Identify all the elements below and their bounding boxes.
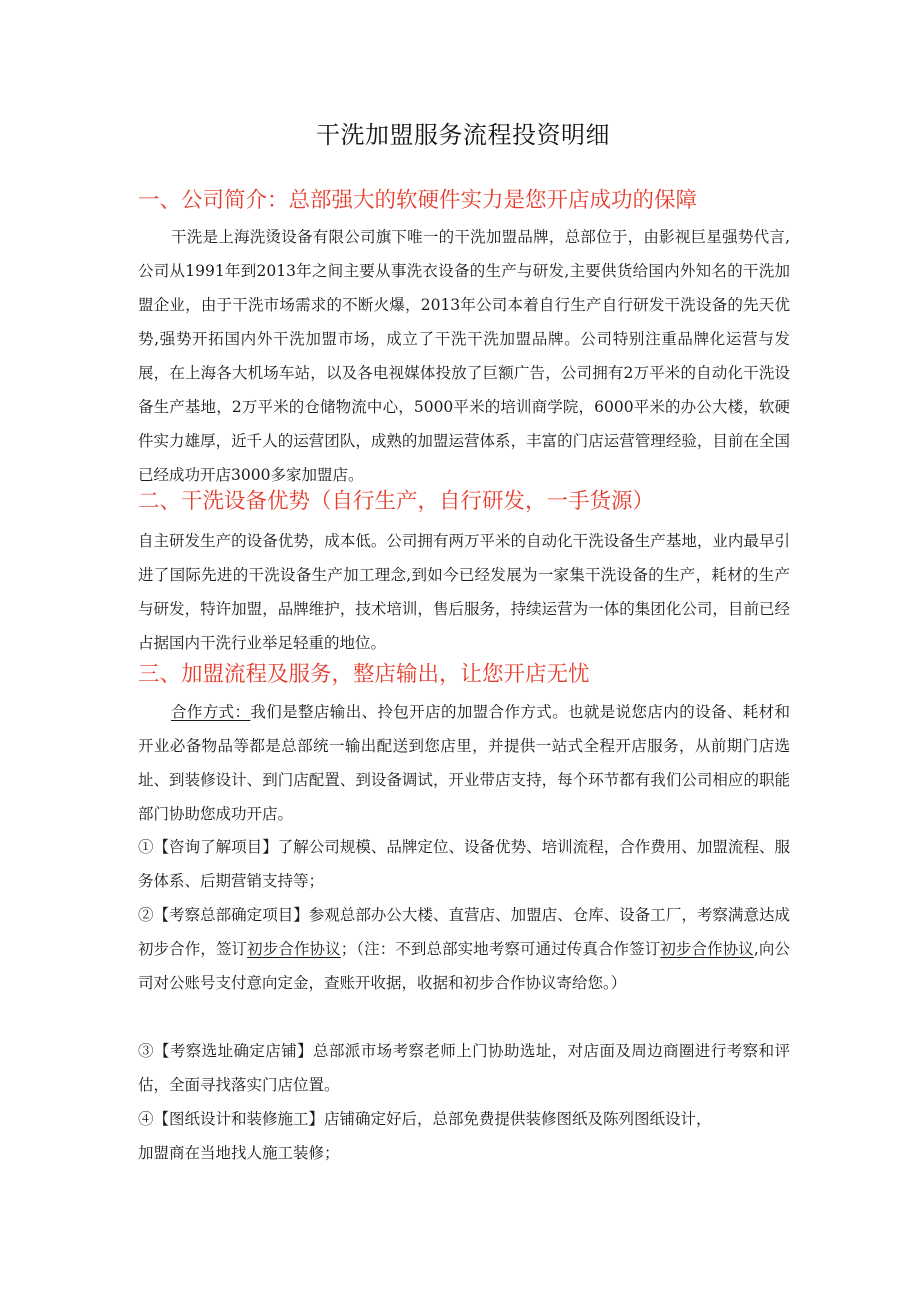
section-2-heading: 二、干洗设备优势（自行生产，自行研发，一手货源）	[138, 489, 655, 514]
step-2-text-b: ；（注：不到总部实地考察可通过传真合作签订	[340, 940, 661, 958]
step-4-line-2: 加盟商在当地找人施工装修；	[138, 1144, 340, 1162]
section-3-heading: 三、加盟流程及服务，整店输出，让您开店无忧	[138, 662, 590, 687]
step-1-consult: ①【咨询了解项目】了解公司规模、品牌定位、设备优势、培训流程，合作费用、加盟流程、服务体系、后期营销支持等；	[138, 838, 790, 890]
step-4-line-1: ④【图纸设计和装修施工】店铺确定好后，总部免费提供装修图纸及陈列图纸设计，	[138, 1110, 712, 1128]
section-1-heading: 一、公司简介：总部强大的软硬件实力是您开店成功的保障	[138, 188, 698, 213]
cooperation-paragraph	[138, 695, 790, 831]
section-2-body: 自主研发生产的设备优势，成本低。公司拥有两万平米的自动化干洗设备生产基地，业内最早引进了国际先进的干洗设备生产加工理念,到如今已经发展为一家集干洗设备的生产，耗材的生产与研发，特许加盟，品牌维护，技术培训，售后服务，持续运营为一体的集团化公司，目前已经占据国内干洗行业举足轻重的地位。	[138, 532, 790, 652]
section-1-body: 干洗是上海洗烫设备有限公司旗下唯一的干洗加盟品牌，总部位于，由影视巨星强势代言,公司从1991年到2013年之间主要从事洗衣设备的生产与研发,主要供货给国内外知名的干洗加盟企业，由于干洗市场需求的不断火爆，2013年公司本着自行生产自行研发干洗设备的先天优势,强势开拓国内外干洗加盟市场，成立了干洗干洗加盟品牌。公司特别注重品牌化运营与发展，在上海各大机场车站，以及各电视媒体投放了巨额广告，公司拥有2万平米的自动化干洗设备生产基地，2万平米的仓储物流中心，5000平米的培训商学院，6000平米的办公大楼，软硬件实力雄厚，近千人的运营团队，成熟的加盟运营体系，丰富的门店运营管理经验，目前在全国已经成功开店3000多家加盟店。	[138, 228, 790, 484]
cooperation-label: 合作方式：	[171, 703, 251, 721]
cooperation-text: 我们是整店输出、拎包开店的加盟合作方式。也就是说您店内的设备、耗材和开业必备物品等都是总部统一输出配送到您店里，并提供一站式全程开店服务，从前期门店选址、到装修设计、到门店配置、到设备调试，开业带店支持，每个环节都有我们公司相应的职能部门协助您成功开店。	[138, 703, 790, 823]
preliminary-agreement-link: 初步合作协议	[247, 940, 341, 958]
step-3-site-selection: ③【考察选址确定店铺】总部派市场考察老师上门协助选址，对店面及周边商圈进行考察和评估，全面寻找落实门店位置。	[138, 1042, 790, 1094]
step-2-visit-hq	[138, 898, 790, 1000]
document-title: 干洗加盟服务流程投资明细	[316, 121, 610, 149]
step-2-text-a: ②【考察总部确定项目】参观总部办公大楼、直营店、加盟店、仓库、设备工厂，考察满意达成初步合作，签订	[138, 906, 790, 958]
step-2-text-c: ,向公司对公账号支付意向定金，查账开收据，收据和初步合作协议寄给您。）	[138, 940, 790, 992]
preliminary-agreement-link-2: 初步合作协议	[660, 940, 754, 958]
